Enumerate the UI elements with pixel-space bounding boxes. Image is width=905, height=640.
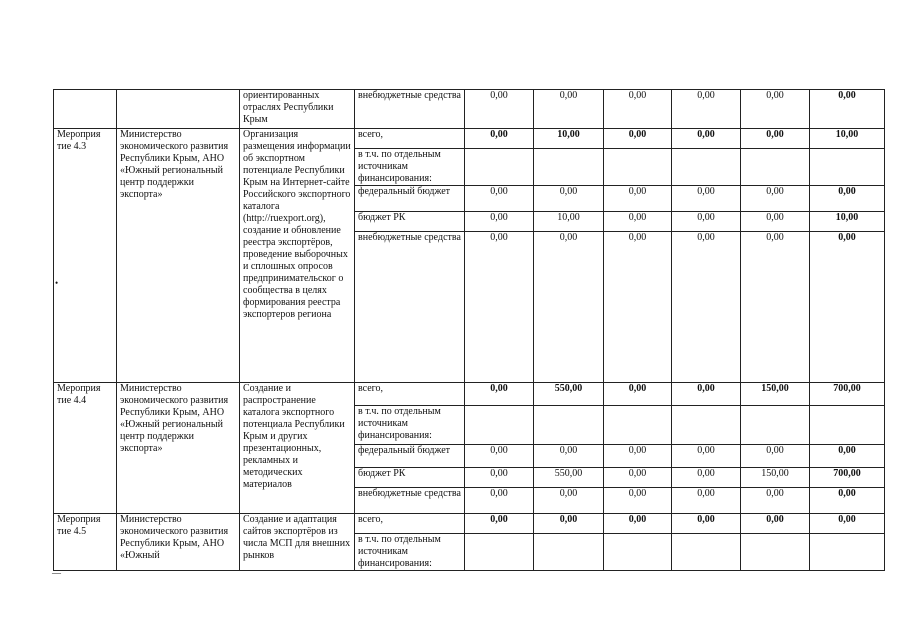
amount-cell-2: 0,00 bbox=[534, 186, 604, 212]
amount-cell-5: 0,00 bbox=[741, 488, 810, 514]
description-cell: Создание и адаптация сайтов экспортёров из числа МСП для внешних рынков bbox=[240, 514, 355, 571]
amount-cell-4: 0,00 bbox=[672, 232, 741, 383]
amount-cell-4 bbox=[672, 534, 741, 571]
amount-cell-2: 550,00 bbox=[534, 383, 604, 406]
amount-cell-6: 0,00 bbox=[810, 445, 885, 468]
amount-cell-1: 0,00 bbox=[465, 186, 534, 212]
amount-cell-5: 150,00 bbox=[741, 383, 810, 406]
executor-cell: Министерство экономического развития Республики Крым, АНО «Южный региональный центр поддержки экспорта» bbox=[117, 383, 240, 514]
amount-cell-2: 550,00 bbox=[534, 468, 604, 488]
amount-cell-3: 0,00 bbox=[604, 186, 672, 212]
description-cell: Организация размещения информации об экспортном потенциале Республики Крым на Интернет-сайте Российского экспортного каталога (http://ruexport.org), создание и обновление реестра экспортёров, проведение выборочных и сплошных опросов предпринимательског о сообщества в целях формирования реестра экспортеров региона bbox=[240, 129, 355, 383]
amount-cell-6: 0,00 bbox=[810, 232, 885, 383]
amount-cell-4: 0,00 bbox=[672, 445, 741, 468]
amount-cell-3: 0,00 bbox=[604, 212, 672, 232]
amount-cell-3: 0,00 bbox=[604, 468, 672, 488]
amount-cell-3 bbox=[604, 534, 672, 571]
amount-cell-1: 0,00 bbox=[465, 468, 534, 488]
amount-cell-1: 0,00 bbox=[465, 232, 534, 383]
measure-name-cell: Мероприя тие 4.4 bbox=[54, 383, 117, 514]
funding-source-cell: внебюджетные средства bbox=[355, 232, 465, 383]
amount-cell-1: 0,00 bbox=[465, 445, 534, 468]
amount-cell-6 bbox=[810, 534, 885, 571]
amount-cell-2: 0,00 bbox=[534, 445, 604, 468]
amount-cell-5: 0,00 bbox=[741, 90, 810, 129]
amount-cell-4 bbox=[672, 406, 741, 445]
funding-source-cell: федеральный бюджет bbox=[355, 186, 465, 212]
amount-cell-6: 0,00 bbox=[810, 90, 885, 129]
executor-cell: Министерство экономического развития Республики Крым, АНО «Южный региональный центр поддержки экспорта» bbox=[117, 129, 240, 383]
amount-cell-5: 0,00 bbox=[741, 186, 810, 212]
amount-cell-2: 10,00 bbox=[534, 129, 604, 149]
amount-cell-6 bbox=[810, 406, 885, 445]
amount-cell-5: 0,00 bbox=[741, 129, 810, 149]
amount-cell-1 bbox=[465, 149, 534, 186]
amount-cell-3: 0,00 bbox=[604, 129, 672, 149]
funding-source-cell: внебюджетные средства bbox=[355, 90, 465, 129]
funding-source-cell: бюджет РК bbox=[355, 212, 465, 232]
amount-cell-5: 0,00 bbox=[741, 232, 810, 383]
amount-cell-5 bbox=[741, 149, 810, 186]
amount-cell-2 bbox=[534, 149, 604, 186]
amount-cell-2: 10,00 bbox=[534, 212, 604, 232]
measure-name-cell: Мероприя тие 4.5 bbox=[54, 514, 117, 571]
amount-cell-3 bbox=[604, 149, 672, 186]
scan-mark-1: • bbox=[55, 278, 59, 288]
amount-cell-2: 0,00 bbox=[534, 514, 604, 534]
amount-cell-3: 0,00 bbox=[604, 232, 672, 383]
funding-source-cell: всего, bbox=[355, 383, 465, 406]
table-row bbox=[54, 514, 885, 534]
amount-cell-1 bbox=[465, 534, 534, 571]
funding-source-cell: внебюджетные средства bbox=[355, 488, 465, 514]
funding-source-cell: в т.ч. по отдельным источникам финансирования: bbox=[355, 149, 465, 186]
amount-cell-1: 0,00 bbox=[465, 488, 534, 514]
amount-cell-2 bbox=[534, 534, 604, 571]
amount-cell-2: 0,00 bbox=[534, 488, 604, 514]
amount-cell-5: 0,00 bbox=[741, 514, 810, 534]
amount-cell-5: 0,00 bbox=[741, 445, 810, 468]
table-row bbox=[54, 90, 885, 129]
amount-cell-1: 0,00 bbox=[465, 90, 534, 129]
measure-name-cell bbox=[54, 90, 117, 129]
scan-mark-2: — bbox=[52, 568, 61, 578]
amount-cell-6 bbox=[810, 149, 885, 186]
funding-source-cell: всего, bbox=[355, 514, 465, 534]
amount-cell-3: 0,00 bbox=[604, 90, 672, 129]
amount-cell-4 bbox=[672, 149, 741, 186]
amount-cell-3: 0,00 bbox=[604, 445, 672, 468]
amount-cell-2: 0,00 bbox=[534, 232, 604, 383]
amount-cell-4: 0,00 bbox=[672, 90, 741, 129]
amount-cell-6: 0,00 bbox=[810, 514, 885, 534]
amount-cell-1: 0,00 bbox=[465, 129, 534, 149]
amount-cell-3 bbox=[604, 406, 672, 445]
amount-cell-4: 0,00 bbox=[672, 514, 741, 534]
amount-cell-6: 700,00 bbox=[810, 468, 885, 488]
executor-cell bbox=[117, 90, 240, 129]
amount-cell-4: 0,00 bbox=[672, 129, 741, 149]
table-body bbox=[54, 90, 885, 571]
amount-cell-6: 10,00 bbox=[810, 212, 885, 232]
amount-cell-2 bbox=[534, 406, 604, 445]
amount-cell-1: 0,00 bbox=[465, 383, 534, 406]
amount-cell-4: 0,00 bbox=[672, 212, 741, 232]
amount-cell-1: 0,00 bbox=[465, 212, 534, 232]
table-row bbox=[54, 129, 885, 149]
funding-source-cell: бюджет РК bbox=[355, 468, 465, 488]
amount-cell-6: 0,00 bbox=[810, 186, 885, 212]
amount-cell-5 bbox=[741, 406, 810, 445]
amount-cell-5: 150,00 bbox=[741, 468, 810, 488]
funding-source-cell: федеральный бюджет bbox=[355, 445, 465, 468]
table-row bbox=[54, 383, 885, 406]
amount-cell-6: 0,00 bbox=[810, 488, 885, 514]
description-cell: ориентированных отраслях Республики Крым bbox=[240, 90, 355, 129]
amount-cell-6: 10,00 bbox=[810, 129, 885, 149]
amount-cell-4: 0,00 bbox=[672, 186, 741, 212]
amount-cell-1: 0,00 bbox=[465, 514, 534, 534]
amount-cell-3: 0,00 bbox=[604, 488, 672, 514]
description-cell: Создание и распространение каталога экспортного потенциала Республики Крым и других презентационных, рекламных и методических материалов bbox=[240, 383, 355, 514]
amount-cell-5 bbox=[741, 534, 810, 571]
executor-cell: Министерство экономического развития Республики Крым, АНО «Южный bbox=[117, 514, 240, 571]
funding-source-cell: в т.ч. по отдельным источникам финансирования: bbox=[355, 406, 465, 445]
amount-cell-5: 0,00 bbox=[741, 212, 810, 232]
amount-cell-3: 0,00 bbox=[604, 383, 672, 406]
funding-source-cell: в т.ч. по отдельным источникам финансирования: bbox=[355, 534, 465, 571]
amount-cell-4: 0,00 bbox=[672, 488, 741, 514]
amount-cell-4: 0,00 bbox=[672, 468, 741, 488]
budget-table bbox=[53, 89, 885, 571]
measure-name-cell: Мероприя тие 4.3 bbox=[54, 129, 117, 383]
funding-source-cell: всего, bbox=[355, 129, 465, 149]
amount-cell-4: 0,00 bbox=[672, 383, 741, 406]
amount-cell-3: 0,00 bbox=[604, 514, 672, 534]
amount-cell-6: 700,00 bbox=[810, 383, 885, 406]
amount-cell-1 bbox=[465, 406, 534, 445]
amount-cell-2: 0,00 bbox=[534, 90, 604, 129]
